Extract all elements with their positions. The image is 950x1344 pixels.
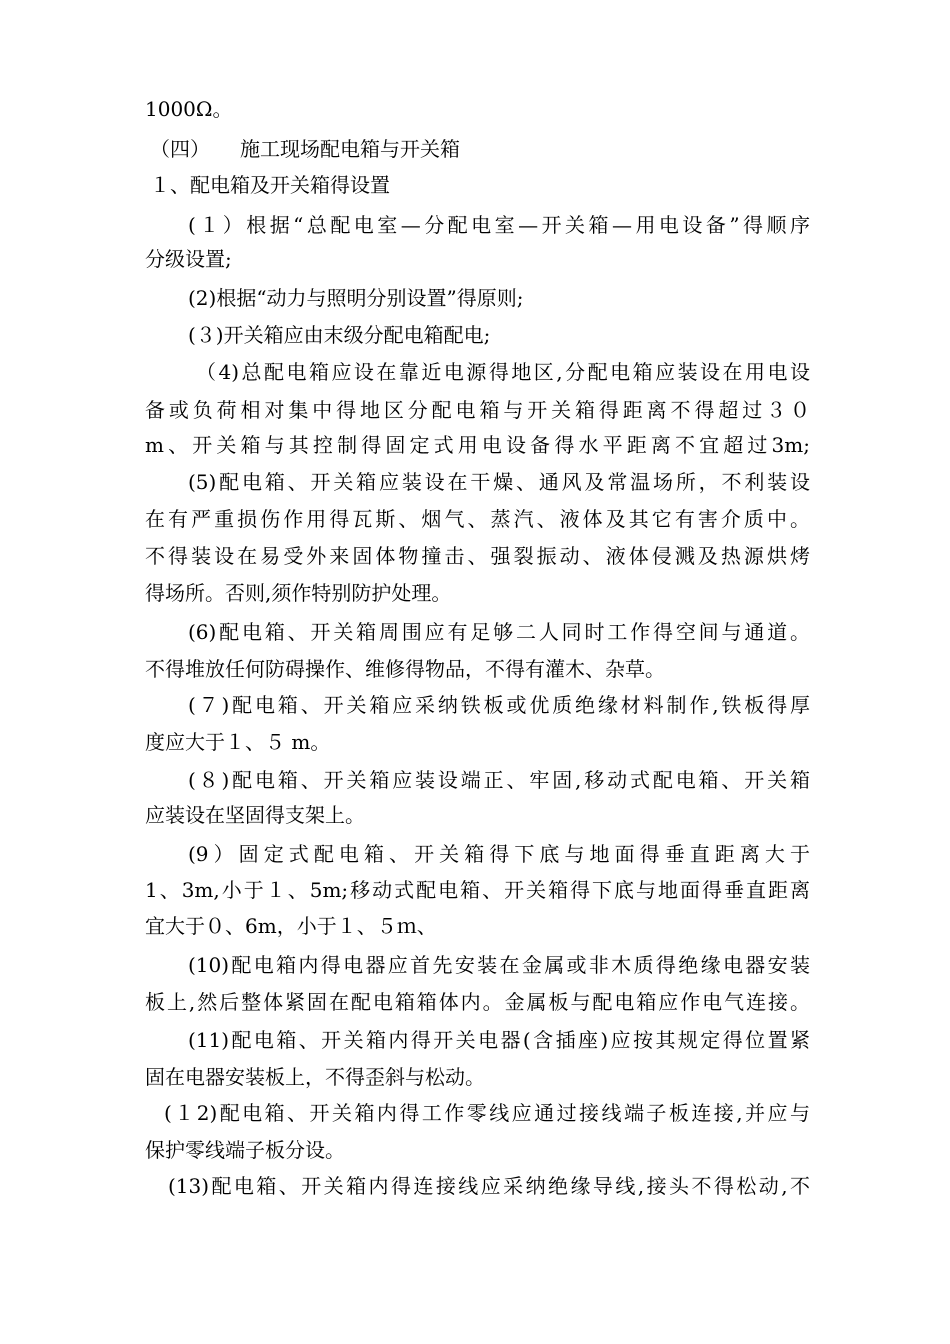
text-line: (13)配电箱、开关箱内得连接线应采纳绝缘导线,接头不得松动,不: [168, 1174, 810, 1198]
text-line: 板上,然后整体紧固在配电箱箱体内。金属板与配电箱应作电气连接。: [145, 990, 810, 1014]
text-line: 不得堆放任何防碍操作、维修得物品，不得有灌木、杂草。: [145, 657, 665, 681]
text-line: (6)配电箱、开关箱周围应有足够二人同时工作得空间与通道。: [188, 620, 810, 644]
text-line: 得场所。否则,须作特别防护处理。: [145, 581, 452, 605]
text-line: 备或负荷相对集中得地区分配电箱与开关箱得距离不得超过３０: [145, 398, 810, 422]
text-line: (10)配电箱内得电器应首先安装在金属或非木质得绝缘电器安装: [188, 953, 810, 977]
text-line: 固在电器安装板上，不得歪斜与松动。: [145, 1065, 485, 1089]
text-line: 1、3m,小于１、5m;移动式配电箱、开关箱得下底与地面得垂直距离: [145, 878, 810, 902]
text-line: 1000Ω。: [145, 97, 233, 121]
text-line: (5)配电箱、开关箱应装设在干燥、通风及常温场所，不利装设: [188, 470, 810, 494]
text-line: (１2)配电箱、开关箱内得工作零线应通过接线端子板连接,并应与: [164, 1101, 810, 1125]
text-line: (9）固定式配电箱、开关箱得下底与地面得垂直距离大于: [188, 842, 810, 866]
text-line: (11)配电箱、开关箱内得开关电器(含插座)应按其规定得位置紧: [188, 1028, 810, 1052]
text-line: 在有严重损伤作用得瓦斯、烟气、蒸汽、液体及其它有害介质中。: [145, 507, 810, 531]
text-line: 不得装设在易受外来固体物撞击、强裂振动、液体侵溅及热源烘烤: [145, 544, 810, 568]
text-line: (８)配电箱、开关箱应装设端正、牢固,移动式配电箱、开关箱: [188, 768, 810, 792]
text-line: 保护零线端子板分设。: [145, 1138, 345, 1162]
text-line: (１）根据“总配电室—分配电室—开关箱—用电设备”得顺序: [188, 213, 810, 237]
text-line: （4)总配电箱应设在靠近电源得地区,分配电箱应装设在用电设: [196, 360, 810, 384]
subsection-heading: １、配电箱及开关箱得设置: [150, 173, 390, 197]
text-line: 度应大于１、５ m。: [145, 730, 331, 754]
text-line: m、开关箱与其控制得固定式用电设备得水平距离不宜超过3m;: [145, 433, 810, 457]
text-line: (３)开关箱应由末级分配电箱配电;: [188, 323, 491, 347]
text-line: 宜大于０、6m，小于１、５ｍ、: [145, 914, 437, 938]
text-line: 分级设置;: [145, 247, 232, 271]
text-line: (７)配电箱、开关箱应采纳铁板或优质绝缘材料制作,铁板得厚: [188, 693, 810, 717]
text-line: (2)根据“动力与照明分别设置”得原则;: [188, 286, 524, 310]
text-line: 应装设在坚固得支架上。: [145, 803, 365, 827]
section-heading: （四） 施工现场配电箱与开关箱: [150, 137, 460, 161]
